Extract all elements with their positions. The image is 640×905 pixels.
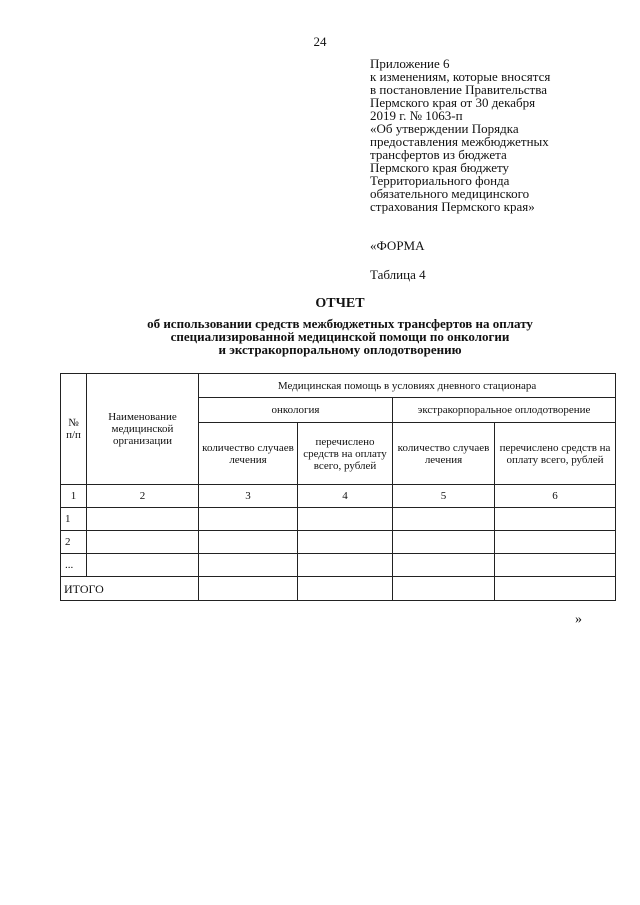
appendix-line: трансфертов из бюджета [370,147,507,162]
header-eco-cases: количество случаев лечения [393,423,495,485]
row-number: 1 [61,508,87,531]
closing-quote: » [575,612,582,627]
subtitle-line: об использовании средств межбюджетных трансфертов на оплату [147,316,533,331]
appendix-block [370,57,620,213]
header-number: № п/п [61,374,87,485]
appendix-line: предоставления межбюджетных [370,134,549,149]
table-row [61,531,616,554]
column-number: 1 [61,485,87,508]
row-number: 2 [61,531,87,554]
appendix-line: Пермского края бюджету [370,160,510,175]
table-cell [199,508,298,531]
column-number-row [61,485,616,508]
table-row [61,554,616,577]
total-row [61,577,616,601]
header-oncology-cases: количество случаев лечения [199,423,298,485]
report-subtitle [0,317,640,356]
table-cell [495,531,616,554]
header-oncology-funds: перечислено средств на оплату всего, рублей [298,423,393,485]
table-cell [495,554,616,577]
header-organization: Наименование медицинской организации [87,374,199,485]
appendix-line: Приложение 6 [370,56,450,71]
table-label: Таблица 4 [370,267,426,282]
subtitle-line: специализированной медицинской помощи по онкологии [170,329,510,344]
table-cell [87,554,199,577]
table-cell [87,508,199,531]
forma-label: «ФОРМА [370,238,425,253]
table-cell [298,508,393,531]
header-eco: экстракорпоральное оплодотворение [393,398,616,423]
appendix-line: 2019 г. № 1063-п [370,108,463,123]
column-number: 5 [393,485,495,508]
table-row [61,508,616,531]
report-title: ОТЧЕТ [315,296,365,311]
table-cell [298,531,393,554]
table-cell [199,554,298,577]
row-number: ... [61,554,87,577]
report-table [60,373,616,601]
table-cell [393,577,495,601]
column-number: 3 [199,485,298,508]
page-number: 24 [313,34,327,49]
column-number: 6 [495,485,616,508]
header-oncology: онкология [199,398,393,423]
table-cell [393,554,495,577]
table-cell [393,531,495,554]
table-cell [495,577,616,601]
table-cell [393,508,495,531]
appendix-line: «Об утверждении Порядка [370,121,519,136]
table-cell [298,554,393,577]
total-label: ИТОГО [61,577,199,601]
table-cell [495,508,616,531]
table-cell [298,577,393,601]
column-number: 2 [87,485,199,508]
appendix-line: Пермского края от 30 декабря [370,95,536,110]
appendix-line: к изменениям, которые вносятся [370,69,551,84]
header-day-hospital: Медицинская помощь в условиях дневного стационара [199,374,616,398]
table-cell [199,531,298,554]
subtitle-line: и экстракорпоральному оплодотворению [218,342,462,357]
table-cell [87,531,199,554]
appendix-line: обязательного медицинского [370,186,530,201]
table-cell [199,577,298,601]
column-number: 4 [298,485,393,508]
header-eco-funds: перечислено средств на оплату всего, рублей [495,423,616,485]
appendix-line: Территориального фонда [370,173,510,188]
appendix-line: страхования Пермского края» [370,199,535,214]
appendix-line: в постановление Правительства [370,82,547,97]
